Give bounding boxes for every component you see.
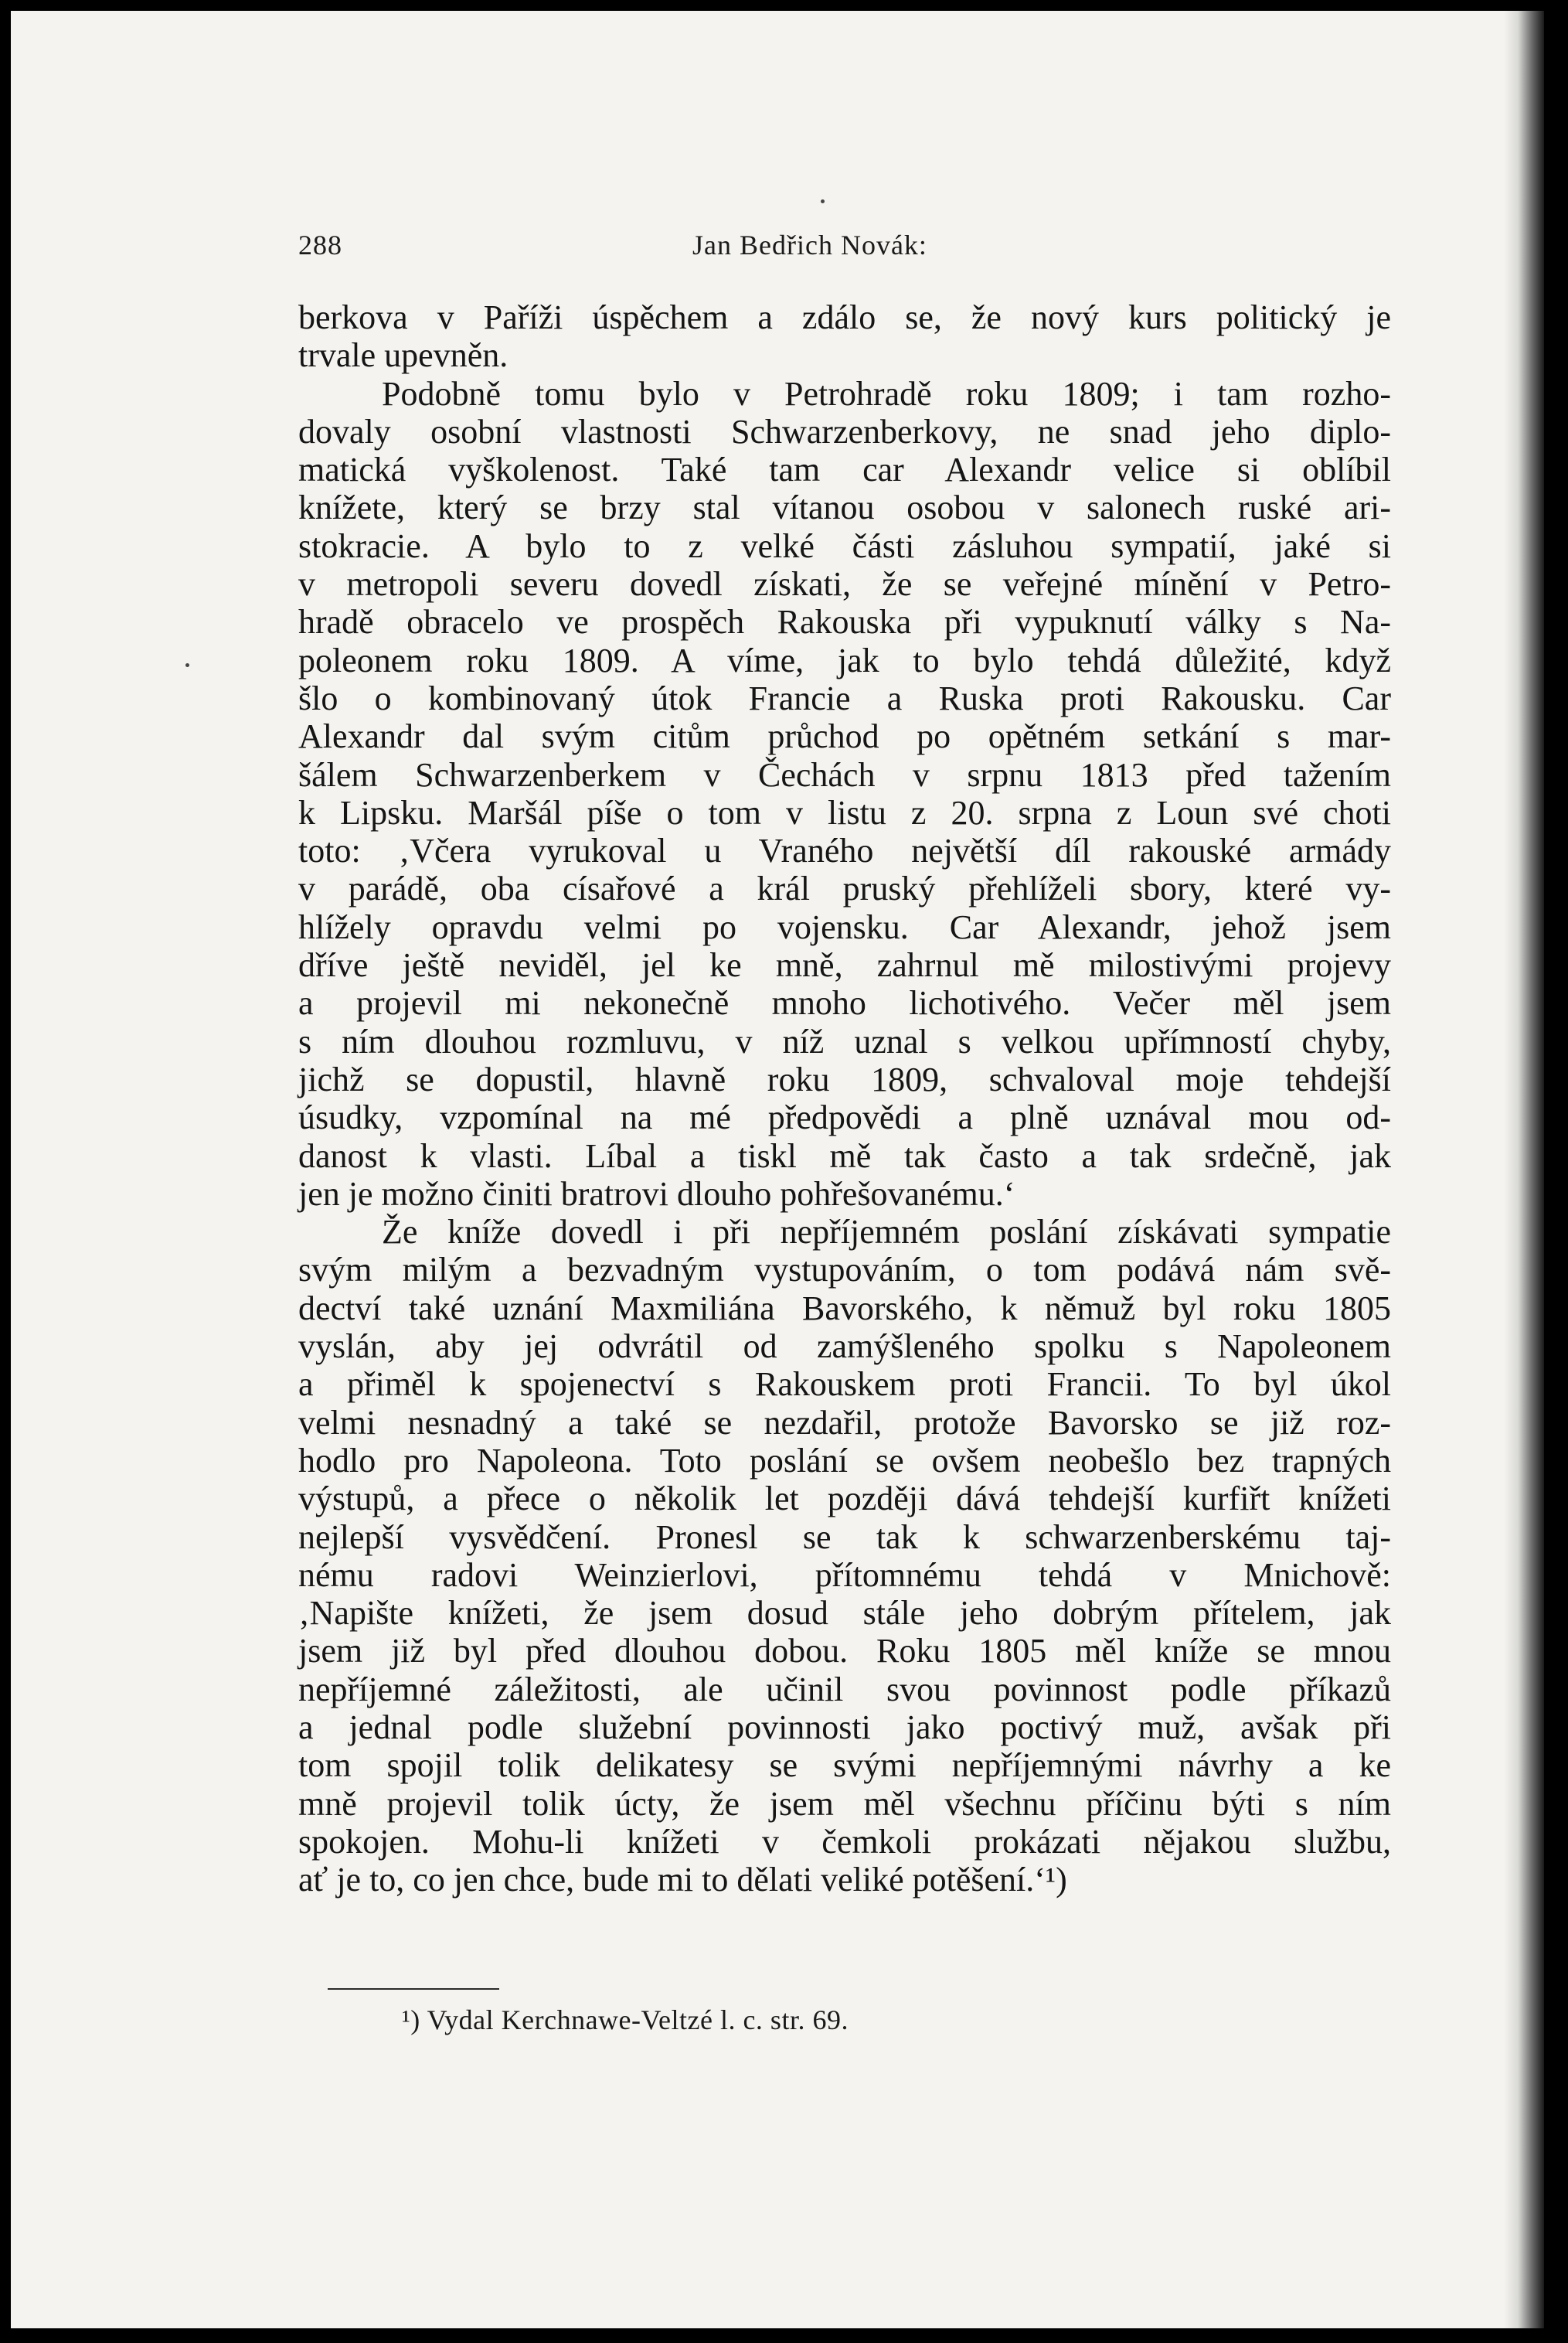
page-number: 288 xyxy=(298,230,342,261)
text-line: toto: ‚Včera vyrukoval u Vraného největší díl rakouské armády xyxy=(298,832,1391,870)
text-line: hradě obracelo ve prospěch Rakouska při vypuknutí války s Na- xyxy=(298,603,1391,642)
paragraph xyxy=(298,298,1391,375)
text-line: tom spojil tolik delikatesy se svými nepříjemnými návrhy a ke xyxy=(298,1746,1391,1785)
text-line: úsudky, vzpomínal na mé předpovědi a plně uznával mou od- xyxy=(298,1098,1391,1137)
text-line: hlížely opravdu velmi po vojensku. Car Alexandr, jehož jsem xyxy=(298,908,1391,946)
text-line: v metropoli severu dovedl získati, že se veřejné mínění v Petro- xyxy=(298,565,1391,604)
body-text xyxy=(298,298,1391,1899)
text-line: v parádě, oba císařové a král pruský přehlíželi sbory, které vy- xyxy=(298,870,1391,908)
text-line: výstupů, a přece o několik let později dává tehdejší kurfiřt knížeti xyxy=(298,1480,1391,1518)
text-line: dectví také uznání Maxmiliána Bavorského, k němuž byl roku 1805 xyxy=(298,1289,1391,1327)
text-line: berkova v Paříži úspěchem a zdálo se, že nový kurs politický je xyxy=(298,298,1391,336)
text-line: trvale upevněn. xyxy=(298,336,508,375)
book-page xyxy=(11,11,1544,2328)
text-line: svým milým a bezvadným vystupováním, o tom podává nám svě- xyxy=(298,1251,1391,1289)
text-line: danost k vlasti. Líbal a tiskl mě tak často a tak srdečně, jak xyxy=(298,1136,1391,1175)
text-line: ‚Napište knížeti, že jsem dosud stále jeho dobrým přítelem, jak xyxy=(298,1594,1391,1633)
footnote-rule xyxy=(328,1988,499,1990)
text-line: spokojen. Mohu-li knížeti v čemkoli prokázati nějakou službu, xyxy=(298,1822,1391,1861)
text-line: nepříjemné záležitosti, ale učinil svou povinnost podle příkazů xyxy=(298,1670,1391,1708)
text-line: jichž se dopustil, hlavně roku 1809, schvaloval moje tehdejší xyxy=(298,1060,1391,1098)
paragraph xyxy=(298,375,1391,1214)
text-line: jsem již byl před dlouhou dobou. Roku 1805 měl kníže se mnou xyxy=(298,1632,1391,1670)
text-line: s ním dlouhou rozmluvu, v níž uznal s velkou upřímností chyby, xyxy=(298,1022,1391,1061)
footnote: ¹) Vydal Kerchnawe-Veltzé l. c. str. 69. xyxy=(402,2004,849,2035)
text-line: ať je to, co jen chce, bude mi to dělati veliké potěšení.‘¹) xyxy=(298,1861,1067,1899)
text-line: Že kníže dovedl i při nepříjemném poslání získávati sympatie xyxy=(382,1213,1391,1252)
text-line: a přiměl k spojenectví s Rakouskem proti Francii. To byl úkol xyxy=(298,1365,1391,1404)
text-line: stokracie. A bylo to z velké části zásluhou sympatií, jaké si xyxy=(298,526,1391,565)
text-line: šálem Schwarzenberkem v Čechách v srpnu 1813 před tažením xyxy=(298,755,1391,794)
text-line: vyslán, aby jej odvrátil od zamýšleného spolku s Napoleonem xyxy=(298,1327,1391,1366)
text-line: dovaly osobní vlastnosti Schwarzenberkovy, ne snad jeho diplo- xyxy=(298,412,1391,451)
text-line: poleonem roku 1809. A víme, jak to bylo tehdá důležité, když xyxy=(298,641,1391,679)
text-line: knížete, který se brzy stal vítanou osobou v salonech ruské ari- xyxy=(298,489,1391,527)
text-line: jen je možno činiti bratrovi dlouho pohřešovanému.‘ xyxy=(298,1174,1015,1213)
text-line: šlo o kombinovaný útok Francie a Ruska proti Rakousku. Car xyxy=(298,679,1391,717)
running-head: Jan Bedřich Novák: xyxy=(692,230,927,261)
text-line: nému radovi Weinzierlovi, přítomnému tehdá v Mnichově: xyxy=(298,1555,1391,1594)
text-line: matická vyškolenost. Také tam car Alexandr velice si oblíbil xyxy=(298,451,1391,489)
text-line: mně projevil tolik úcty, že jsem měl všechnu příčinu býti s ním xyxy=(298,1784,1391,1823)
text-line: Podobně tomu bylo v Petrohradě roku 1809; i tam rozho- xyxy=(382,374,1391,413)
page-header xyxy=(298,229,1031,267)
text-line: hodlo pro Napoleona. Toto poslání se ovšem neobešlo bez trapných xyxy=(298,1441,1391,1480)
text-line: dříve ještě neviděl, jel ke mně, zahrnul mě milostivými projevy xyxy=(298,946,1391,985)
text-line: Alexandr dal svým citům průchod po opětném setkání s mar- xyxy=(298,717,1391,756)
text-line: nejlepší vysvědčení. Pronesl se tak k schwarzenberskému taj- xyxy=(298,1517,1391,1556)
text-line: velmi nesnadný a také se nezdařil, protože Bavorsko se již roz- xyxy=(298,1403,1391,1442)
print-speck xyxy=(821,199,825,203)
paragraph xyxy=(298,1213,1391,1899)
text-line: a projevil mi nekonečně mnoho lichotivého. Večer měl jsem xyxy=(298,984,1391,1023)
binding-edge xyxy=(1504,11,1544,2328)
text-line: a jednal podle služební povinnosti jako poctivý muž, avšak při xyxy=(298,1708,1391,1746)
text-line: k Lipsku. Maršál píše o tom v listu z 20. srpna z Loun své choti xyxy=(298,793,1391,832)
print-speck xyxy=(185,663,189,667)
